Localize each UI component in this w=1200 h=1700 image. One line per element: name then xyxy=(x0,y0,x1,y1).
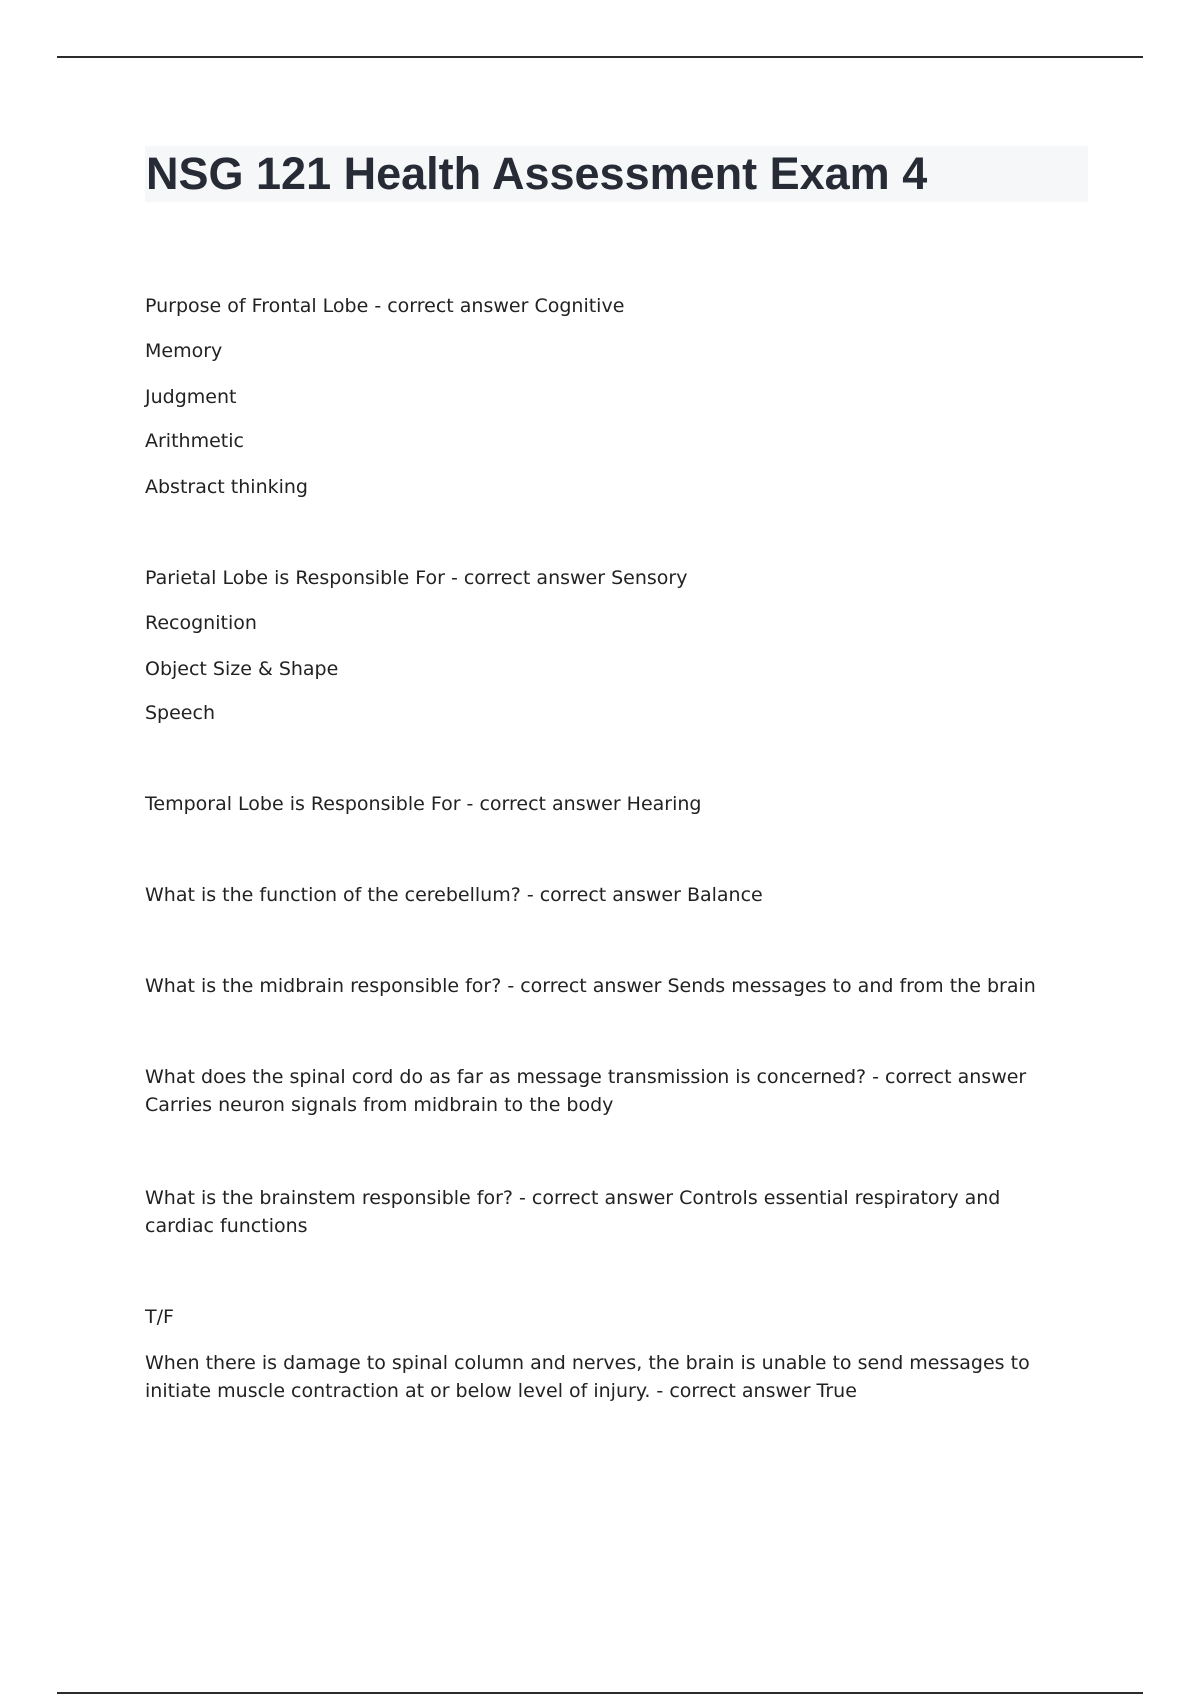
spinal-cord-question: What does the spinal cord do as far as message transmission is concerned? - correct answer Carries neuron signals from midbrain to the body xyxy=(145,1066,1027,1116)
bottom-rule xyxy=(57,1692,1143,1694)
true-false-label: T/F xyxy=(145,1306,174,1328)
midbrain-question: What is the midbrain responsible for? - correct answer Sends messages to and from the brain xyxy=(145,975,1036,997)
frontal-lobe-answer-arithmetic: Arithmetic xyxy=(145,430,244,452)
frontal-lobe-answer-memory: Memory xyxy=(145,340,223,362)
frontal-lobe-answer-judgment: Judgment xyxy=(145,386,237,408)
spinal-damage-question: When there is damage to spinal column and nerves, the brain is unable to send messages to initiate muscle contraction at or below level of injury. - correct answer True xyxy=(145,1352,1030,1402)
frontal-lobe-question: Purpose of Frontal Lobe - correct answer Cognitive xyxy=(145,295,625,317)
top-rule xyxy=(57,56,1143,58)
cerebellum-question: What is the function of the cerebellum? - correct answer Balance xyxy=(145,884,763,906)
parietal-lobe-answer-speech: Speech xyxy=(145,702,215,724)
frontal-lobe-answer-abstract: Abstract thinking xyxy=(145,476,308,498)
parietal-lobe-answer-recognition: Recognition xyxy=(145,612,257,634)
document-title: NSG 121 Health Assessment Exam 4 xyxy=(146,148,928,199)
parietal-lobe-question: Parietal Lobe is Responsible For - correct answer Sensory xyxy=(145,567,688,589)
temporal-lobe-question: Temporal Lobe is Responsible For - correct answer Hearing xyxy=(145,793,702,815)
brainstem-question: What is the brainstem responsible for? - correct answer Controls essential respiratory and cardiac functions xyxy=(145,1187,1001,1237)
parietal-lobe-answer-object: Object Size & Shape xyxy=(145,658,339,680)
